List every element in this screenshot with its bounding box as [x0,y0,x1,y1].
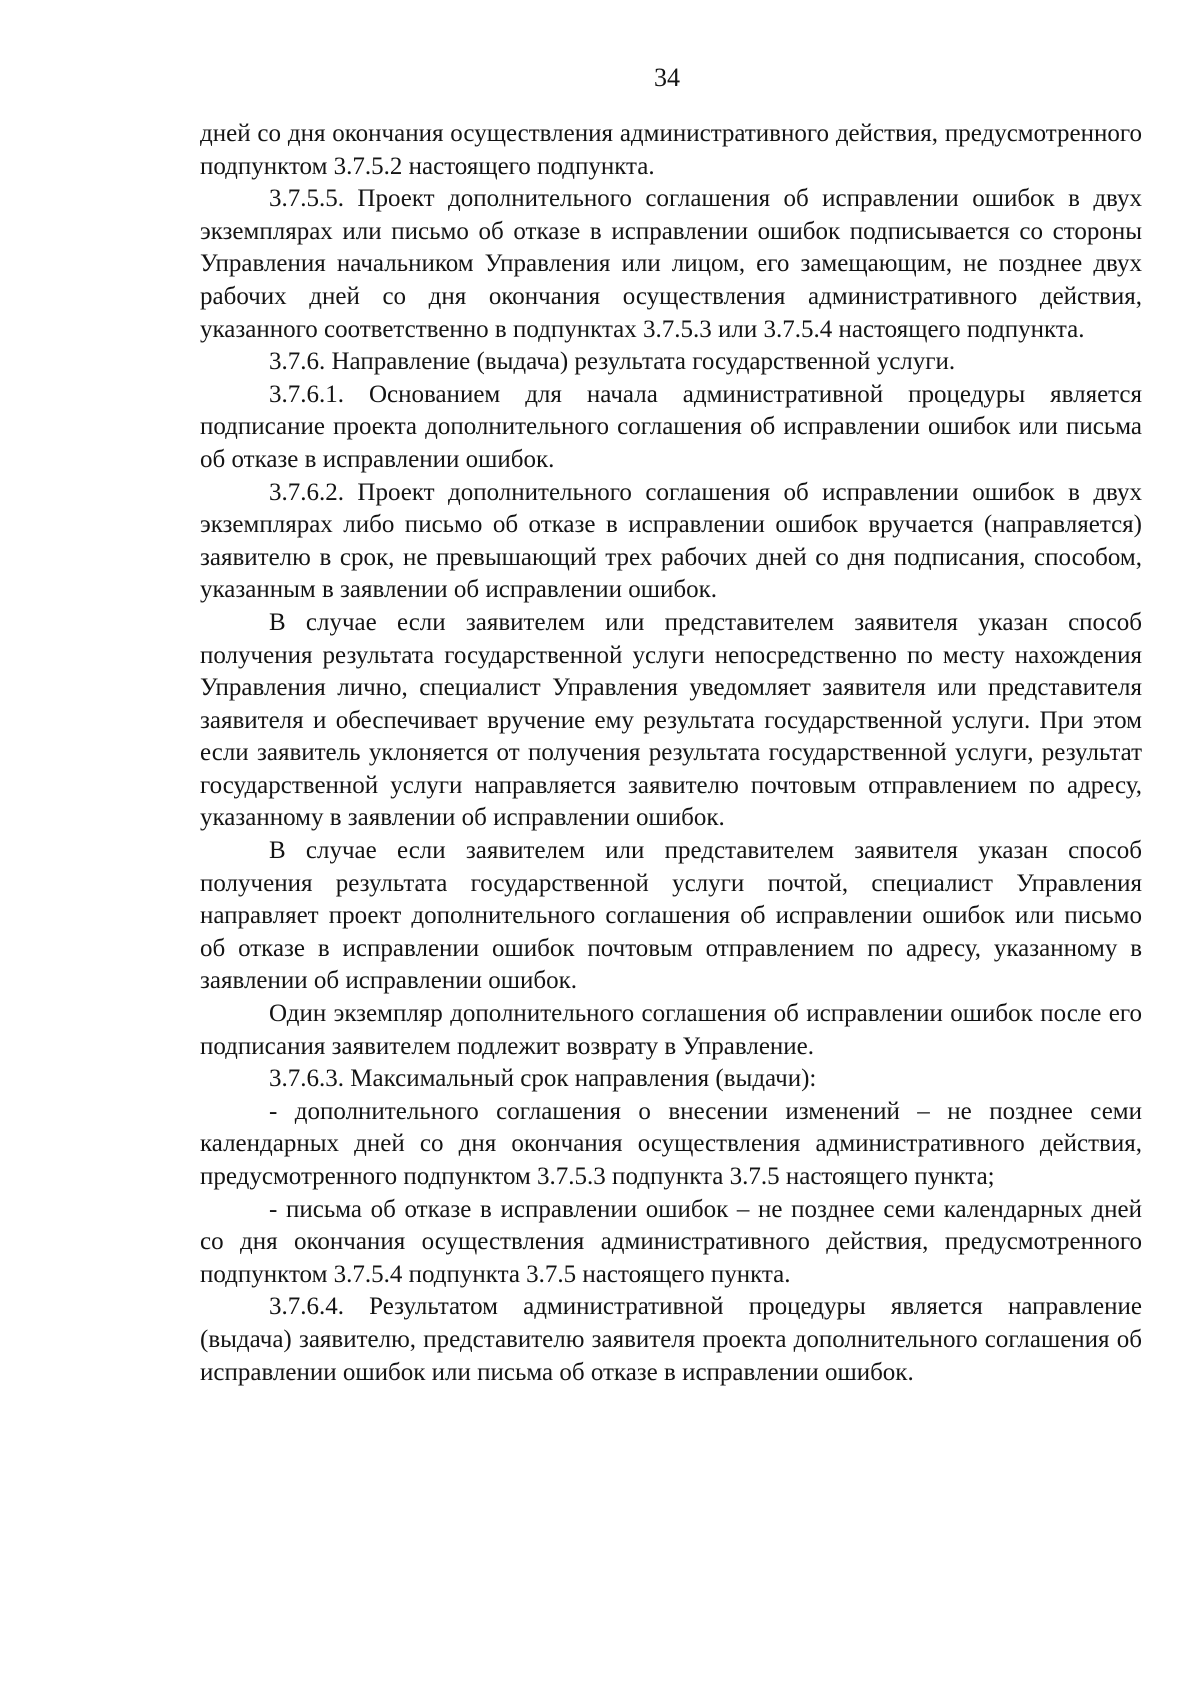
paragraph-delivery-by-mail: В случае если заявителем или представителем заявителя указан способ получения результата государственной услуги почтой, специалист Управления направляет проект дополнительного соглашения об исправлении ошибок или письмо об отказе в исправлении ошибок почтовым отправлением по адресу, указанному в заявлении об исправлении ошибок. [200,837,1142,995]
paragraph-3-7-6-4: 3.7.6.4. Результатом административной процедуры является направление (выдача) заявителю, представителю заявителя проекта дополнительного соглашения об исправлении ошибок или письма об отказе в исправлении ошибок. [200,1293,1142,1386]
paragraph-3-7-5-5: 3.7.5.5. Проект дополнительного соглашения об исправлении ошибок в двух экземплярах или письмо об отказе в исправлении ошибок подписывается со стороны Управления начальником Управления или лицом, его замещающим, не позднее двух рабочих дней со дня окончания осуществления административного действия, указанного соответственно в подпунктах 3.7.5.3 или 3.7.5.4 настоящего подпункта. [200,185,1142,343]
paragraph-3-7-6-2: 3.7.6.2. Проект дополнительного соглашения об исправлении ошибок в двух экземплярах либо письмо об отказе в исправлении ошибок вручается (направляется) заявителю в срок, не превышающий трех рабочих дней со дня подписания, способом, указанным в заявлении об исправлении ошибок. [200,478,1142,604]
paragraph-copy-return: Один экземпляр дополнительного соглашения об исправлении ошибок после его подписания заявителем подлежит возврату в Управление. [200,1000,1142,1060]
document-body [200,118,1142,1389]
list-item-agreement-deadline: - дополнительного соглашения о внесении изменений – не позднее семи календарных дней со дня окончания осуществления административного действия, предусмотренного подпунктом 3.7.5.3 подпункта 3.7.5 настоящего пункта; [200,1097,1142,1190]
list-item-refusal-deadline: - письма об отказе в исправлении ошибок – не позднее семи календарных дней со дня окончания осуществления административного действия, предусмотренного подпунктом 3.7.5.4 подпункта 3.7.5 настоящего пункта. [200,1195,1142,1288]
paragraph-3-7-6: 3.7.6. Направление (выдача) результата государственной услуги. [269,348,956,376]
paragraph-continuation: дней со дня окончания осуществления административного действия, предусмотренного подпунктом 3.7.5.2 настоящего подпункта. [200,120,1142,180]
paragraph-3-7-6-3: 3.7.6.3. Максимальный срок направления (выдачи): [269,1065,817,1093]
paragraph-3-7-6-1: 3.7.6.1. Основанием для начала административной процедуры является подписание проекта дополнительного соглашения об исправлении ошибок или письма об отказе в исправлении ошибок. [200,380,1142,473]
page-number: 34 [654,63,680,92]
paragraph-delivery-in-person: В случае если заявителем или представителем заявителя указан способ получения результата государственной услуги непосредственно по месту нахождения Управления лично, специалист Управления уведомляет заявителя или представителя заявителя и обеспечивает вручение ему результата государственной услуги. При этом если заявитель уклоняется от получения результата государственной услуги, результат государственной услуги направляется заявителю почтовым отправлением по адресу, указанному в заявлении об исправлении ошибок. [200,608,1142,832]
